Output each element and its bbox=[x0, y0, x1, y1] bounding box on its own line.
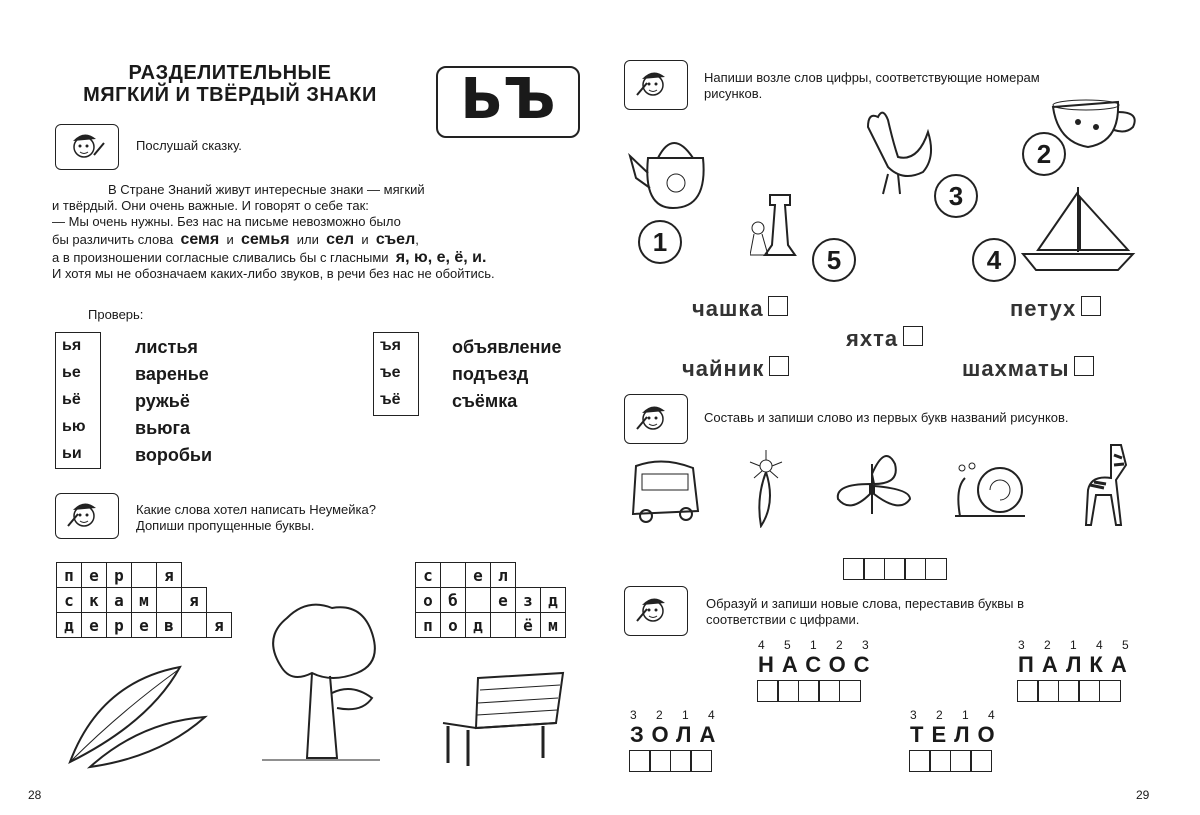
letters-badge: ЬЪ bbox=[436, 66, 580, 138]
instruction-listen: Послушай сказку. bbox=[136, 138, 242, 153]
letter-cell: е bbox=[82, 613, 107, 638]
blank-letter-cell[interactable] bbox=[491, 613, 516, 638]
task-line-2: соответствии с цифрами. bbox=[706, 612, 860, 627]
empty-space bbox=[182, 563, 207, 588]
letter-cell: к bbox=[82, 588, 107, 613]
empty-space bbox=[541, 563, 566, 588]
empty-space bbox=[516, 563, 541, 588]
word-label: петух bbox=[1010, 296, 1077, 321]
flower-icon bbox=[736, 448, 796, 533]
letter-cell: е bbox=[82, 563, 107, 588]
combo: ьё bbox=[62, 391, 81, 408]
story-line-5: а в произношении согласные сливались бы с гласными bbox=[52, 250, 389, 265]
anagram-word: НАСОС bbox=[758, 652, 878, 677]
word: воробьи bbox=[135, 445, 213, 465]
letter-cell: м bbox=[541, 613, 566, 638]
chess-icon bbox=[750, 190, 810, 265]
word: объявление bbox=[452, 337, 562, 357]
story-line-3: — Мы очень нужны. Без нас на письме невозможно было bbox=[52, 214, 401, 229]
story-line-1: В Стране Знаний живут интересные знаки — мягкий bbox=[108, 182, 425, 197]
answer-box[interactable] bbox=[1074, 356, 1094, 376]
kid-with-pencil-icon bbox=[55, 493, 119, 539]
word-chaynik bbox=[682, 356, 789, 382]
number-2-circle: 2 bbox=[1022, 132, 1066, 176]
grid-row bbox=[416, 563, 566, 588]
word: ружьё bbox=[135, 391, 190, 411]
word-label: чайник bbox=[682, 356, 765, 381]
blank-letter-cell[interactable] bbox=[182, 613, 207, 638]
vowels: я, ю, е, ё, и. bbox=[395, 249, 487, 266]
combo: ъе bbox=[380, 364, 401, 381]
anagram-digits: 3 2 1 4 5 bbox=[1018, 638, 1137, 652]
letter-cell: е bbox=[466, 563, 491, 588]
letter-cell: м bbox=[132, 588, 157, 613]
letter-cell: л bbox=[491, 563, 516, 588]
letter-cell: з bbox=[516, 588, 541, 613]
soft-combos-box bbox=[55, 332, 101, 469]
word: вьюга bbox=[135, 418, 191, 438]
letter-cell: с bbox=[416, 563, 441, 588]
combo: ъя bbox=[380, 337, 401, 354]
letter-cell: д bbox=[466, 613, 491, 638]
soft-words bbox=[135, 334, 212, 469]
blank-letter-cell[interactable] bbox=[441, 563, 466, 588]
word: листья bbox=[135, 337, 198, 357]
letter-cell: ё bbox=[516, 613, 541, 638]
letter-cell: а bbox=[107, 588, 132, 613]
kid-with-pencil-icon bbox=[55, 124, 119, 170]
hard-combos-box bbox=[373, 332, 419, 416]
letter-cell: о bbox=[416, 588, 441, 613]
task-line-1: Напиши возле слов цифры, соответствующие номерам bbox=[704, 70, 1040, 85]
letter-cell: я bbox=[182, 588, 207, 613]
answer-box[interactable] bbox=[1081, 296, 1101, 316]
letter-cell: я bbox=[207, 613, 232, 638]
kid-with-pencil-icon bbox=[624, 394, 688, 444]
word: подъезд bbox=[452, 364, 529, 384]
letter-cell: п bbox=[57, 563, 82, 588]
letter-cell: д bbox=[541, 588, 566, 613]
number-5-circle: 5 bbox=[812, 238, 856, 282]
number-3-circle: 3 bbox=[934, 174, 978, 218]
letter-cell: о bbox=[441, 613, 466, 638]
hard-words bbox=[452, 334, 562, 415]
kid-with-pencil-icon bbox=[624, 586, 688, 636]
blank-letter-cell[interactable] bbox=[132, 563, 157, 588]
word-label: яхта bbox=[846, 326, 899, 351]
grid-row bbox=[416, 613, 566, 638]
task-first-letters: Составь и запиши слово из первых букв названий рисунков. bbox=[704, 410, 1069, 425]
check-label: Проверь: bbox=[88, 307, 144, 322]
word-semya-soft: семья bbox=[240, 231, 290, 248]
grid-row bbox=[416, 588, 566, 613]
word-label: чашка bbox=[692, 296, 764, 321]
anagram-digits: 3 2 1 4 bbox=[630, 708, 723, 722]
task-line-1: Образуй и запиши новые слова, переставив буквы в bbox=[706, 596, 1024, 611]
combo: ьи bbox=[62, 445, 82, 462]
instruction-fill-letters bbox=[136, 502, 376, 534]
task-numbers bbox=[704, 70, 1040, 102]
butterfly-icon bbox=[830, 444, 915, 534]
letter-grid-left bbox=[56, 562, 232, 638]
combo: ью bbox=[62, 418, 86, 435]
letter-cell: д bbox=[57, 613, 82, 638]
word-or: или bbox=[296, 232, 319, 247]
letter-cell: п bbox=[416, 613, 441, 638]
letter-cell: е bbox=[491, 588, 516, 613]
page-title bbox=[40, 62, 420, 106]
word-syel: съел bbox=[375, 231, 416, 248]
empty-space bbox=[207, 588, 232, 613]
anagram-telo bbox=[910, 708, 1003, 772]
task-anagrams bbox=[706, 596, 1024, 628]
word: съёмка bbox=[452, 391, 518, 411]
letter-cell: р bbox=[107, 613, 132, 638]
letter-cell: р bbox=[107, 563, 132, 588]
bench-icon bbox=[438, 668, 568, 773]
tree-icon bbox=[262, 598, 382, 773]
kid-with-pencil-icon bbox=[624, 60, 688, 110]
letter-cell: я bbox=[157, 563, 182, 588]
rooster-icon bbox=[858, 102, 938, 202]
combo: ъё bbox=[380, 391, 401, 408]
answer-cells-first-letters[interactable] bbox=[844, 558, 947, 580]
anagram-nasos bbox=[758, 638, 878, 702]
anagram-word: ТЕЛО bbox=[910, 722, 1003, 747]
grid-row bbox=[57, 613, 232, 638]
page-number-left: 28 bbox=[28, 788, 42, 802]
anagram-digits: 4 5 1 2 3 bbox=[758, 638, 877, 652]
page-number-right: 29 bbox=[1136, 788, 1150, 802]
word-label: шахматы bbox=[962, 356, 1070, 381]
anagram-palka bbox=[1018, 638, 1137, 702]
grid-row bbox=[57, 563, 232, 588]
word-chashka bbox=[692, 296, 788, 322]
anagram-word: ЗОЛА bbox=[630, 722, 724, 747]
word-yakhta bbox=[846, 326, 923, 352]
answer-box[interactable] bbox=[768, 296, 788, 316]
bus-icon bbox=[628, 456, 703, 531]
anagram-digits: 3 2 1 4 bbox=[910, 708, 1003, 722]
combo: ье bbox=[62, 364, 81, 381]
number-1-circle: 1 bbox=[638, 220, 682, 264]
task-line-2: рисунков. bbox=[704, 86, 763, 101]
word: варенье bbox=[135, 364, 209, 384]
blank-letter-cell[interactable] bbox=[157, 588, 182, 613]
title-line-1: РАЗДЕЛИТЕЛЬНЫЕ bbox=[128, 62, 332, 84]
word-petukh bbox=[1010, 296, 1101, 322]
word-sel: сел bbox=[326, 231, 355, 248]
title-line-2: МЯГКИЙ И ТВЁРДЫЙ ЗНАКИ bbox=[83, 84, 377, 106]
anagram-word: ПАЛКА bbox=[1018, 652, 1135, 677]
word-and-2: и bbox=[361, 232, 369, 247]
answer-box[interactable] bbox=[769, 356, 789, 376]
blank-letter-cell[interactable] bbox=[466, 588, 491, 613]
letter-cell: б bbox=[441, 588, 466, 613]
anagram-answer-cells[interactable] bbox=[1018, 680, 1137, 702]
letter-cell: с bbox=[57, 588, 82, 613]
letter-grid-right bbox=[415, 562, 566, 638]
anagram-answer-cells[interactable] bbox=[758, 680, 878, 702]
instruction-line-1: Какие слова хотел написать Неумейка? bbox=[136, 502, 376, 517]
answer-box[interactable] bbox=[903, 326, 923, 346]
story-line-4: бы различить слова bbox=[52, 232, 174, 247]
story-text: В Стране Знаний живут интересные знаки — мягкий и твёрдый. Они очень важные. И говорят о себе так: — Мы очень нужны. Без нас на письме невозможно было бы различить слова семя и семья или сел и съел, а в произношении согласные сливались бы с гласными я, ю, е, ё, и. И хотя мы не обозначаем каких-либо звуков, в речи без нас не обойтись. bbox=[52, 182, 582, 282]
anagram-answer-cells[interactable] bbox=[630, 750, 723, 772]
story-line-2: и твёрдый. Они очень важные. И говорят о себе так: bbox=[52, 198, 369, 213]
feather-icon bbox=[60, 662, 210, 777]
letter-cell: в bbox=[157, 613, 182, 638]
word-shakhmaty bbox=[962, 356, 1094, 382]
grid-row bbox=[57, 588, 232, 613]
anagram-answer-cells[interactable] bbox=[910, 750, 1003, 772]
empty-space bbox=[207, 563, 232, 588]
instruction-line-2: Допиши пропущенные буквы. bbox=[136, 518, 315, 533]
combo: ья bbox=[62, 337, 82, 354]
teapot-icon bbox=[628, 128, 723, 218]
word-semya: семя bbox=[180, 231, 220, 248]
story-line-6: И хотя мы не обозначаем каких-либо звуков, в речи без нас не обойтись. bbox=[52, 266, 495, 281]
number-4-circle: 4 bbox=[972, 238, 1016, 282]
snail-icon bbox=[950, 458, 1030, 528]
letter-cell: е bbox=[132, 613, 157, 638]
word-and-1: и bbox=[226, 232, 234, 247]
zebra-icon bbox=[1076, 440, 1141, 535]
anagram-zola bbox=[630, 708, 723, 772]
sailboat-icon bbox=[1018, 182, 1138, 282]
